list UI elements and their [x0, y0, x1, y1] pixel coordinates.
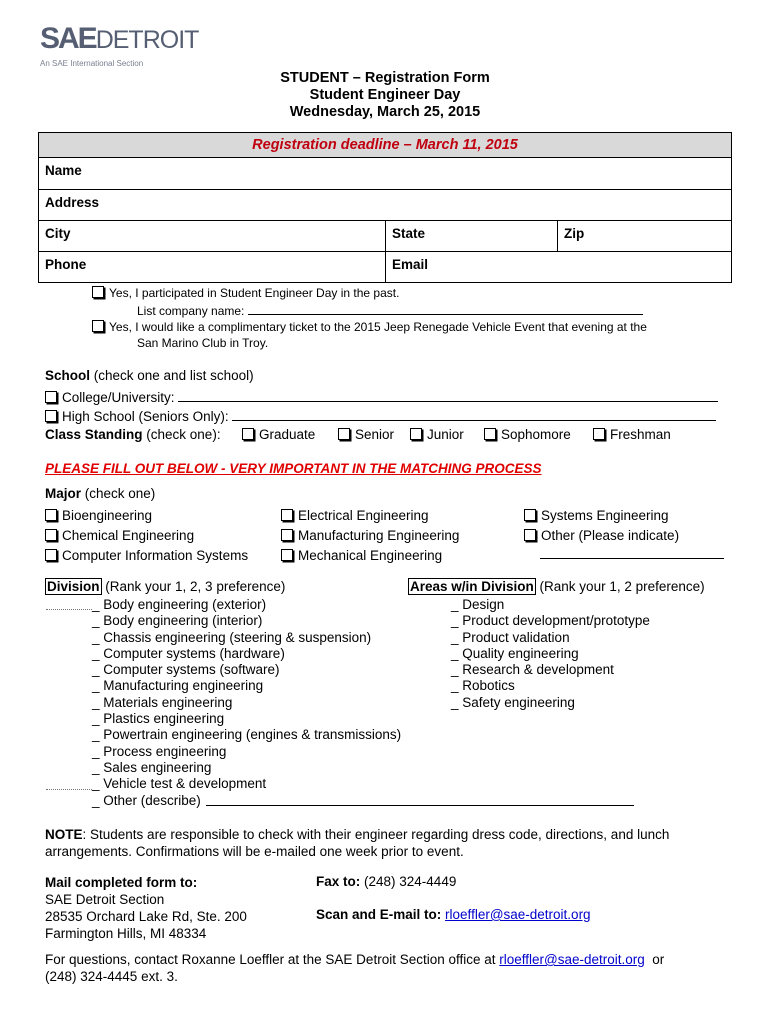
area-item[interactable]: _ Product validation	[451, 629, 570, 645]
important-notice: PLEASE FILL OUT BELOW - VERY IMPORTANT IN THE MATCHING PROCESS	[45, 461, 542, 476]
division-item[interactable]: _ Materials engineering	[92, 694, 233, 710]
division-item[interactable]: _ Computer systems (hardware)	[92, 645, 285, 661]
checkbox[interactable]	[45, 549, 57, 561]
division-item[interactable]: _ Computer systems (software)	[92, 662, 280, 678]
standing-option-label: Junior	[427, 427, 464, 442]
mail-line-1: SAE Detroit Section	[45, 892, 165, 907]
school-heading	[45, 368, 254, 383]
fax-line	[316, 874, 456, 889]
areas-hint: (Rank your 1, 2 preference)	[535, 579, 705, 594]
checkbox[interactable]	[281, 509, 293, 521]
checkbox[interactable]	[45, 529, 57, 541]
division-item[interactable]: _ Other (describe)	[92, 792, 201, 808]
checkbox[interactable]	[410, 428, 422, 440]
note-block	[45, 826, 669, 860]
major-col-2	[281, 506, 459, 566]
other-division-field[interactable]	[206, 792, 634, 806]
major-option-label: Manufacturing Engineering	[298, 528, 460, 543]
major-option-label: Systems Engineering	[541, 508, 669, 523]
logo-tagline: An SAE International Section	[40, 59, 144, 68]
area-item[interactable]: _ Quality engineering	[451, 645, 579, 661]
division-item[interactable]: _ Plastics engineering	[92, 711, 225, 727]
major-other-field[interactable]	[540, 545, 724, 559]
checkbox[interactable]	[281, 529, 293, 541]
area-item[interactable]: _ Safety engineering	[451, 694, 575, 710]
checkbox[interactable]	[524, 509, 536, 521]
registration-table	[38, 132, 732, 283]
major-chemical[interactable]	[45, 526, 248, 546]
checkbox[interactable]	[593, 428, 605, 440]
checkbox[interactable]	[92, 320, 104, 332]
school-hint: (check one and list school)	[90, 368, 254, 383]
major-option-label: Chemical Engineering	[62, 528, 195, 543]
name-label: Name	[45, 163, 82, 178]
phone-label[interactable]: Phone	[45, 257, 87, 272]
areas-list	[451, 597, 650, 711]
division-item[interactable]: _ Vehicle test & development	[92, 776, 267, 792]
division-list	[92, 597, 401, 809]
standing-option-label: Graduate	[259, 427, 316, 442]
mail-line-3: Farmington Hills, MI 48334	[45, 926, 207, 941]
participated-text: Yes, I participated in Student Engineer Day in the past.	[109, 286, 400, 300]
title-line-3: Wednesday, March 25, 2015	[289, 104, 481, 120]
checkbox[interactable]	[242, 428, 254, 440]
areas-label: Areas w/in Division	[410, 579, 534, 594]
major-heading	[45, 486, 155, 501]
zip-label[interactable]: Zip	[564, 226, 585, 241]
mail-label: Mail completed form to:	[45, 875, 198, 890]
division-item[interactable]: _ Chassis engineering (steering & suspension)	[92, 629, 372, 645]
standing-option-label: Sophomore	[501, 427, 571, 442]
note-text-2: arrangements. Confirmations will be e-mailed one week prior to event.	[45, 844, 464, 859]
rank-blank[interactable]	[46, 789, 92, 790]
questions-phone: (248) 324-4445 ext. 3.	[45, 969, 178, 984]
city-row	[39, 220, 731, 251]
logo-sae-text: SAE	[40, 22, 96, 55]
checkbox[interactable]	[484, 428, 496, 440]
class-standing-label	[45, 427, 221, 442]
checkbox[interactable]	[45, 410, 57, 422]
major-bioengineering[interactable]	[45, 506, 248, 526]
participated-option[interactable]	[92, 286, 399, 300]
standing-option-label: Freshman	[610, 427, 671, 442]
school-label: School	[45, 368, 91, 383]
major-hint: (check one)	[81, 486, 156, 501]
major-label: Major	[45, 486, 82, 501]
high-school-option[interactable]	[45, 407, 716, 424]
questions-email-link[interactable]: rloeffler@sae-detroit.org	[499, 952, 645, 967]
division-item[interactable]: _ Body engineering (interior)	[92, 613, 263, 629]
college-option[interactable]	[45, 388, 718, 405]
rank-blank[interactable]	[46, 609, 92, 610]
address-label: Address	[45, 195, 100, 210]
standing-sophomore[interactable]	[484, 427, 571, 442]
checkbox[interactable]	[281, 549, 293, 561]
company-name-field[interactable]	[248, 302, 643, 315]
city-label[interactable]: City	[45, 226, 71, 241]
title-line-1: STUDENT – Registration Form	[280, 70, 490, 86]
scan-label: Scan and E-mail to:	[316, 907, 442, 922]
checkbox[interactable]	[524, 529, 536, 541]
division-item[interactable]: _ Body engineering (exterior)	[92, 597, 267, 612]
major-mechanical[interactable]	[281, 546, 459, 566]
checkbox[interactable]	[45, 391, 57, 403]
division-item[interactable]: _ Process engineering	[92, 743, 227, 759]
standing-graduate[interactable]	[242, 427, 315, 442]
college-label: College/University:	[62, 390, 175, 405]
company-name-label: List company name:	[137, 304, 245, 318]
division-label: Division	[47, 579, 100, 594]
major-col-3	[524, 506, 679, 546]
major-option-label: Electrical Engineering	[298, 508, 429, 523]
company-name-line[interactable]	[137, 302, 643, 318]
email-label[interactable]: Email	[392, 257, 429, 272]
standing-option-label: Senior	[355, 427, 395, 442]
area-item[interactable]: _ Research & development	[451, 662, 614, 678]
mail-block	[45, 874, 247, 942]
standing-hint: (check one):	[142, 427, 221, 442]
scan-line	[316, 907, 591, 922]
area-item[interactable]: _ Product development/prototype	[451, 613, 650, 629]
state-label[interactable]: State	[392, 226, 426, 241]
questions-block	[45, 951, 664, 985]
high-school-field[interactable]	[232, 407, 716, 421]
area-item[interactable]: _ Robotics	[451, 678, 515, 694]
division-hint: (Rank your 1, 2, 3 preference)	[101, 579, 286, 594]
name-row[interactable]	[39, 158, 731, 189]
major-systems[interactable]	[524, 506, 679, 526]
standing-junior[interactable]	[410, 427, 464, 442]
standing-label: Class Standing	[45, 427, 143, 442]
logo-detroit-text: DETROIT	[95, 26, 199, 54]
questions-text: For questions, contact Roxanne Loeffler at the SAE Detroit Section office at	[45, 952, 500, 967]
high-school-label: High School (Seniors Only):	[62, 409, 229, 424]
title-line-2: Student Engineer Day	[309, 87, 461, 103]
questions-or: or	[644, 952, 665, 967]
major-manufacturing[interactable]	[281, 526, 459, 546]
major-option-label: Mechanical Engineering	[298, 548, 443, 563]
major-other[interactable]	[524, 526, 679, 546]
fax-label: Fax to:	[316, 874, 361, 889]
division-item[interactable]: _ Sales engineering	[92, 759, 212, 775]
division-heading	[45, 579, 285, 594]
college-field[interactable]	[178, 388, 718, 402]
form-title	[0, 70, 770, 121]
major-cis[interactable]	[45, 546, 248, 566]
phone-row	[39, 251, 731, 282]
fax-number: (248) 324-4449	[360, 874, 457, 889]
deadline-banner: Registration deadline – March 11, 2015	[39, 133, 731, 158]
major-option-label: Computer Information Systems	[62, 548, 249, 563]
scan-email-link[interactable]: rloeffler@sae-detroit.org	[445, 907, 591, 922]
division-item[interactable]: _ Manufacturing engineering	[92, 678, 264, 694]
standing-senior[interactable]	[338, 427, 394, 442]
sae-detroit-logo	[40, 24, 198, 68]
major-option-label: Other (Please indicate)	[541, 528, 680, 543]
checkbox[interactable]	[45, 509, 57, 521]
address-row[interactable]	[39, 189, 731, 220]
ticket-text-continued: San Marino Club in Troy.	[137, 336, 269, 350]
ticket-text: Yes, I would like a complimentary ticket to the 2015 Jeep Renegade Vehicle Event that evening at the	[109, 320, 647, 334]
major-electrical[interactable]	[281, 506, 459, 526]
note-label: NOTE	[45, 827, 83, 842]
division-item[interactable]: _ Powertrain engineering (engines & transmissions)	[92, 727, 402, 743]
area-item[interactable]: _ Design	[451, 597, 505, 612]
note-text-1: : Students are responsible to check with their engineer regarding dress code, directions, and lunch	[82, 827, 670, 842]
checkbox[interactable]	[92, 286, 104, 298]
mail-line-2: 28535 Orchard Lake Rd, Ste. 200	[45, 909, 247, 924]
major-col-1	[45, 506, 248, 566]
ticket-option[interactable]	[92, 320, 647, 334]
areas-heading	[408, 579, 705, 594]
checkbox[interactable]	[338, 428, 350, 440]
standing-freshman[interactable]	[593, 427, 671, 442]
major-option-label: Bioengineering	[62, 508, 153, 523]
